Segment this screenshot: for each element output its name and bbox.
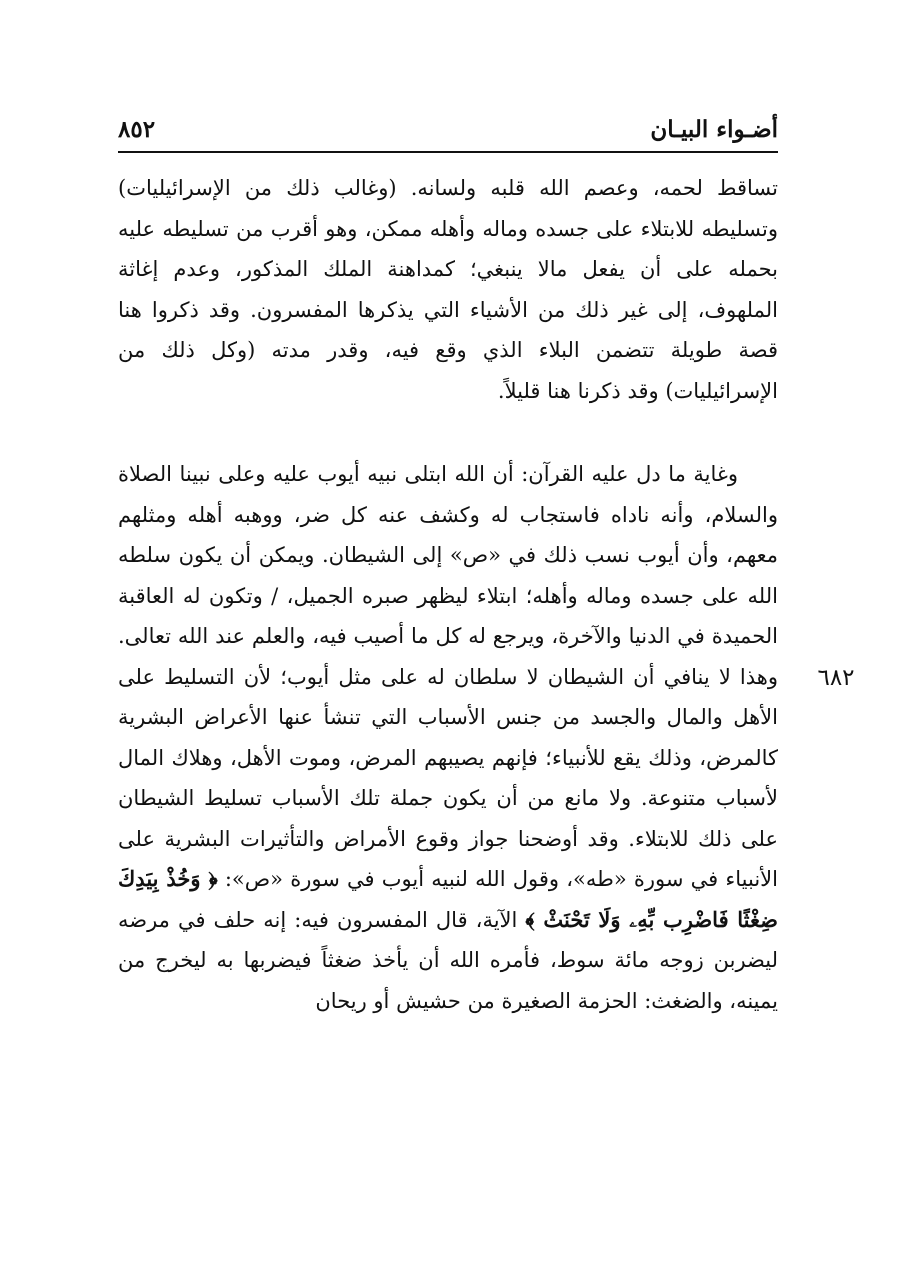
page-number: ٨٥٢	[118, 116, 156, 143]
paragraph-text: الآية، قال المفسرون فيه: إنه حلف في مرضه ليضربن زوجه مائة سوط، فأمره الله أن يأخذ ضغثاً فيضربها به ليخرج من يمينه، والضغث: الحزمة الصغيرة من حشيش أو ريحان	[118, 907, 778, 1013]
header-rule	[118, 151, 778, 153]
paragraph	[118, 454, 778, 1021]
paragraph-text: وغاية ما دل عليه القرآن: أن الله ابتلى نبيه أيوب عليه وعلى نبينا الصلاة والسلام، وأنه ناداه فاستجاب له وكشف عنه كل ضر، ووهبه أهله ومثلهم معهم، وأن أيوب نسب ذلك في «ص» إلى الشيطان. ويمكن أن يكون سلطه الله على جسده وماله وأهله؛ ابتلاء ليظهر صبره الجميل، / وتكون له العاقبة الحميدة في الدنيا والآخرة، ويرجع له كل ما أصيب فيه، والعلم عند الله تعالى. وهذا لا ينافي أن الشيطان لا سلطان له على مثل أيوب؛ لأن التسليط على الأهل والمال والجسد من جنس الأسباب التي تنشأ عنها الأعراض البشرية كالمرض، وذلك يقع للأنبياء؛ فإنهم يصيبهم المرض، وموت الأهل، وهلاك المال لأسباب متنوعة. ولا مانع من أن يكون جملة تلك الأسباب تسليط الشيطان على ذلك للابتلاء. وقد أوضحنا جواز وقوع الأمراض والتأثيرات البشرية على الأنبياء في سورة «طه»، وقول الله لنبيه أيوب في سورة «ص»:	[118, 462, 778, 891]
running-title: أضـواء البيـان	[650, 116, 778, 143]
quran-verse: ﴿ وَخُذْ بِيَدِكَ ضِغْثًا فَاضْرِب بِّهِۦ وَلَا تَحْنَثْ ﴾	[118, 866, 778, 932]
margin-page-marker: ٦٨٢	[817, 665, 855, 691]
page-header	[118, 112, 778, 148]
page-body	[118, 168, 778, 1021]
paragraph: تساقط لحمه، وعصم الله قلبه ولسانه. (وغالب ذلك من الإسرائيليات) وتسليطه للابتلاء على جسده وماله وأهله ممكن، وهو أقرب من تسليطه عليه بحمله على أن يفعل مالا ينبغي؛ كمداهنة الملك المذكور، وعدم إغاثة الملهوف، إلى غير ذلك من الأشياء التي يذكرها المفسرون. وقد ذكروا هنا قصة طويلة تتضمن البلاء الذي وقع فيه، وقدر مدته (وكل ذلك من الإسرائيليات) وقد ذكرنا هنا قليلاً.	[118, 176, 778, 403]
